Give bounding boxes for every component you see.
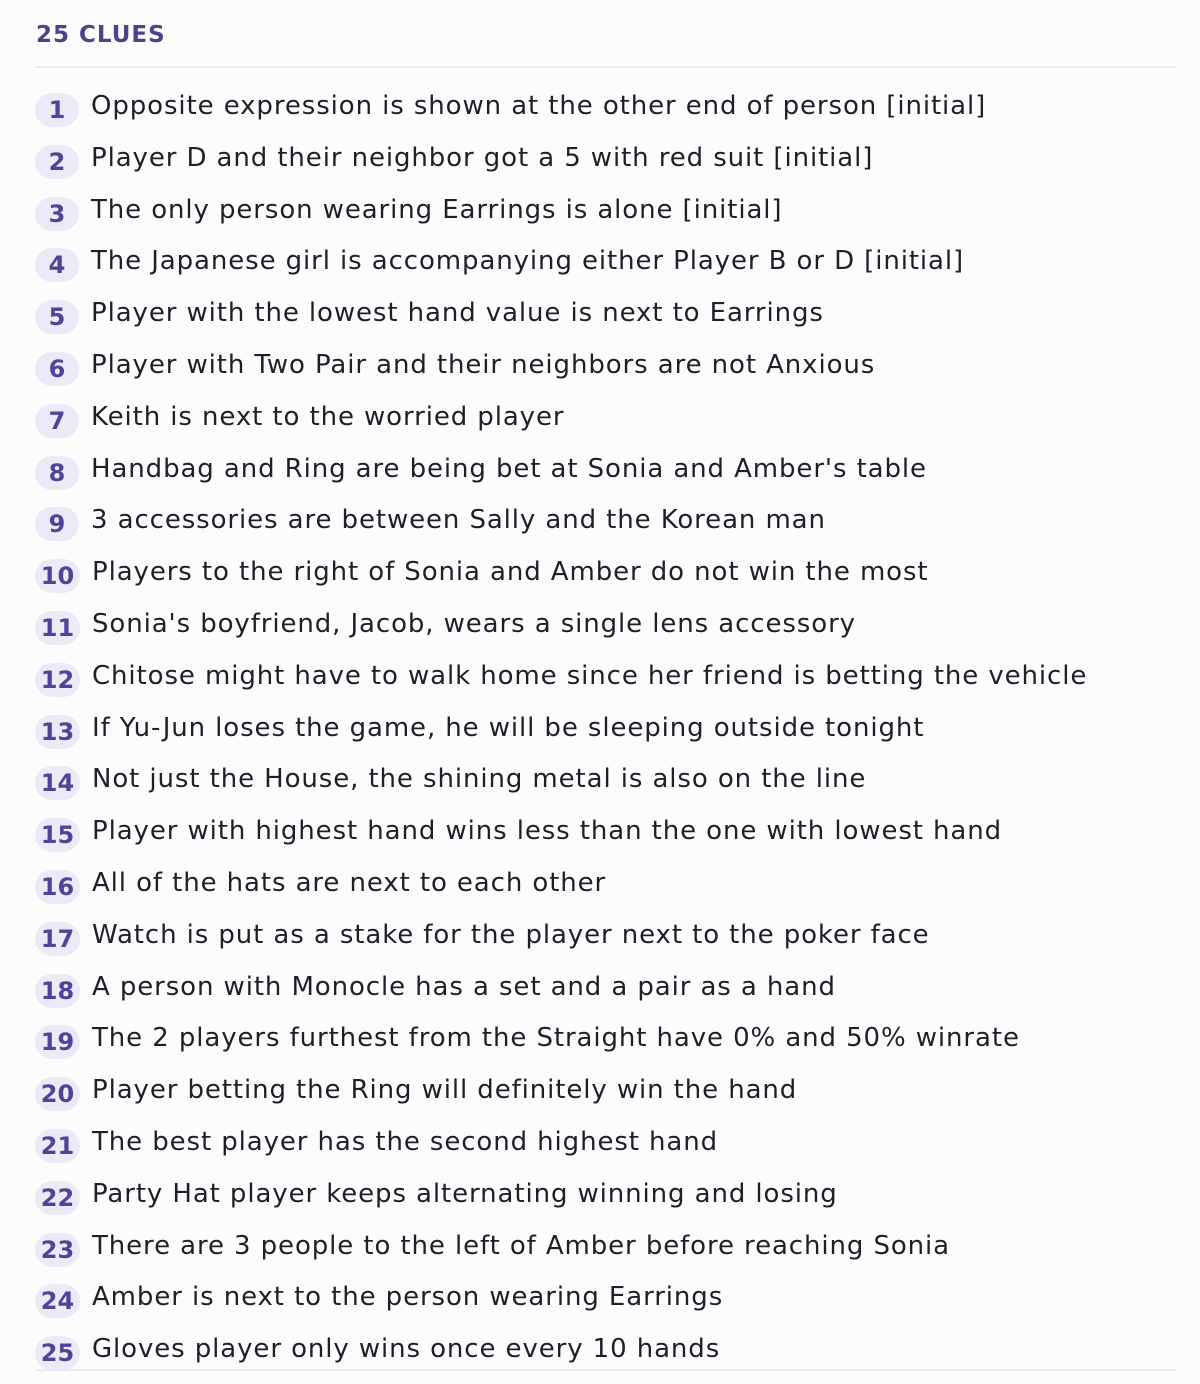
clue-number-badge: 15 [35,818,80,852]
clue-number-badge: 22 [35,1181,80,1215]
clue-text: All of the hats are next to each other [92,867,607,898]
clue-number-badge: 21 [35,1129,80,1163]
clue-item [35,291,1177,343]
clue-text: Sonia's boyfriend, Jacob, wears a single lens accessory [92,608,856,639]
clue-number-badge: 7 [35,404,79,438]
clue-number-badge: 1 [35,93,79,127]
clue-item [35,861,1177,913]
clue-text: The best player has the second highest hand [92,1126,719,1157]
clue-item [35,965,1177,1017]
clue-text: The 2 players furthest from the Straight have 0% and 50% winrate [92,1023,1020,1054]
clue-text: If Yu-Jun loses the game, he will be sleeping outside tonight [92,712,925,743]
clue-text: 3 accessories are between Sally and the Korean man [91,505,826,536]
clue-item [35,1224,1177,1276]
clue-item [35,550,1177,602]
clue-item [35,1120,1177,1172]
clue-text: Watch is put as a stake for the player next to the poker face [92,919,930,950]
clue-number-badge: 6 [35,352,79,386]
clue-number-badge: 12 [35,663,80,697]
clues-header [35,0,1177,68]
clue-list [35,84,1177,1379]
clue-number-badge: 14 [35,766,80,800]
clue-number-badge: 10 [35,559,80,593]
clue-number-badge: 18 [35,974,80,1008]
clue-text: The only person wearing Earrings is alone [initial] [91,194,783,225]
clue-text: Amber is next to the person wearing Earrings [92,1282,724,1313]
clue-text: Players to the right of Sonia and Amber do not win the most [92,557,929,588]
clue-number-badge: 11 [35,611,80,645]
clue-item [35,913,1177,965]
clue-text: Gloves player only wins once every 10 hands [92,1334,721,1365]
clue-text: Keith is next to the worried player [91,401,565,432]
clue-item [35,395,1177,447]
clues-panel [35,0,1177,1368]
clue-item [35,239,1177,291]
clue-item [35,84,1177,136]
clue-text: Chitose might have to walk home since her friend is betting the vehicle [92,660,1088,691]
clue-text: Handbag and Ring are being bet at Sonia and Amber's table [91,453,927,484]
clue-item [35,757,1177,809]
clue-item [35,706,1177,758]
clue-item [35,498,1177,550]
clue-item [35,809,1177,861]
clue-number-badge: 25 [35,1336,80,1370]
clue-item [35,136,1177,188]
clue-text: The Japanese girl is accompanying either Player B or D [initial] [91,246,965,277]
clue-text: Opposite expression is shown at the other end of person [initial] [91,91,987,121]
clue-text: There are 3 people to the left of Amber before reaching Sonia [92,1230,950,1261]
clue-item [35,1068,1177,1120]
clue-item [35,1327,1177,1379]
footer-divider [35,1369,1177,1371]
clue-text: Player with highest hand wins less than the one with lowest hand [92,816,1003,847]
clues-count-title: 25 CLUES [36,22,166,48]
clue-number-badge: 20 [35,1077,80,1111]
clue-number-badge: 4 [35,248,79,282]
clue-text: Player betting the Ring will definitely win the hand [92,1075,798,1106]
clue-number-badge: 5 [35,300,79,334]
clue-number-badge: 3 [35,197,79,231]
clue-text: Player with Two Pair and their neighbors are not Anxious [91,349,876,380]
clue-number-badge: 16 [35,870,80,904]
clue-number-badge: 9 [35,507,79,541]
clue-text: A person with Monocle has a set and a pair as a hand [92,971,836,1002]
clue-item [35,1275,1177,1327]
clue-text: Player D and their neighbor got a 5 with red suit [initial] [91,142,874,173]
clue-number-badge: 17 [35,922,80,956]
clue-item [35,1172,1177,1224]
clue-number-badge: 13 [35,715,80,749]
clue-item [35,343,1177,395]
clue-number-badge: 23 [35,1233,80,1267]
clue-number-badge: 19 [35,1025,80,1059]
clue-item [35,602,1177,654]
clue-number-badge: 8 [35,456,79,490]
clue-item [35,188,1177,240]
clue-item [35,1016,1177,1068]
clue-number-badge: 2 [35,145,79,179]
clue-text: Player with the lowest hand value is next to Earrings [91,298,824,329]
clue-text: Party Hat player keeps alternating winning and losing [92,1178,838,1209]
clue-item [35,447,1177,499]
clue-number-badge: 24 [35,1284,80,1318]
clue-text: Not just the House, the shining metal is also on the line [92,764,867,795]
clue-item [35,654,1177,706]
